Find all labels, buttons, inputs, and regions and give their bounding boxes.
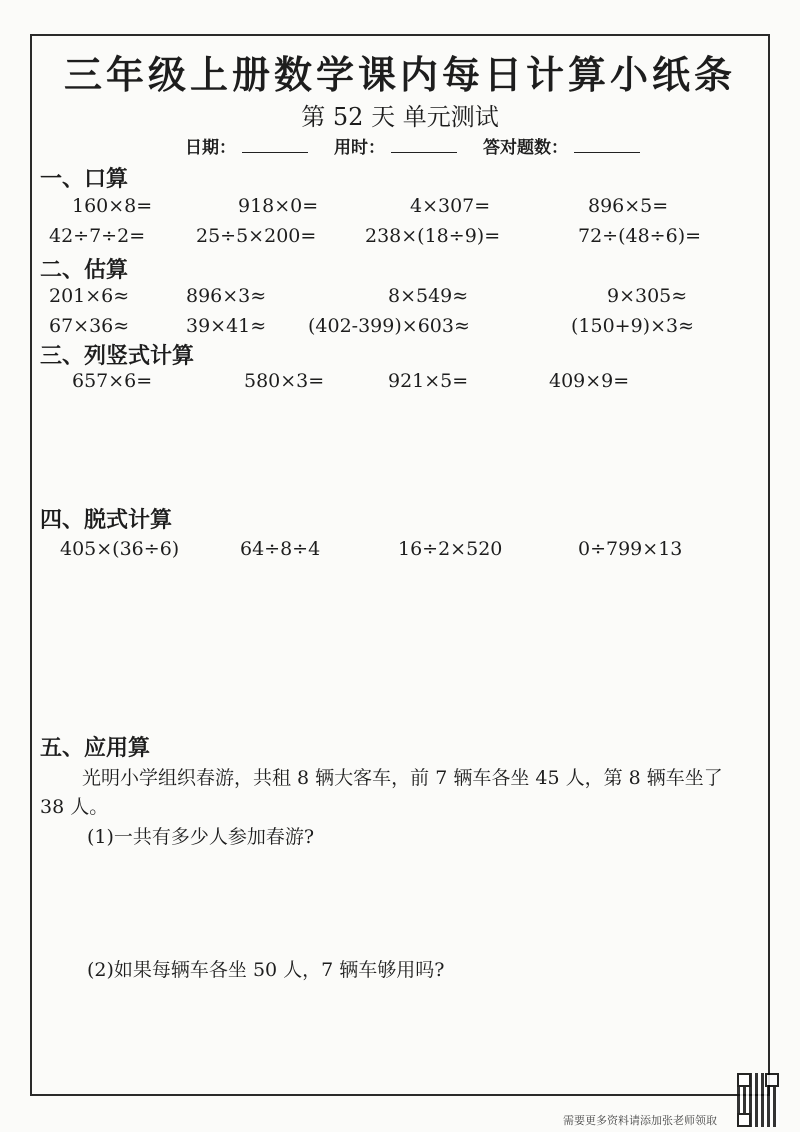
qr-corner bbox=[765, 1073, 779, 1087]
expression: 67×36≈ bbox=[49, 315, 130, 337]
page-title: 三年级上册数学课内每日计算小纸条 bbox=[63, 53, 736, 97]
expression: 201×6≈ bbox=[49, 285, 130, 307]
qr-corner bbox=[737, 1113, 751, 1127]
expression: 4×307= bbox=[410, 195, 491, 217]
problem-text-line1: 光明小学组织春游，共租 8 辆大客车，前 7 辆车各坐 45 人，第 8 辆车坐了 bbox=[82, 767, 723, 789]
expression: 25÷5×200= bbox=[196, 225, 317, 247]
expression: 39×41≈ bbox=[186, 315, 267, 337]
expression: 16÷2×520 bbox=[398, 538, 503, 560]
page-subtitle: 第 52 天 单元测试 bbox=[301, 103, 499, 131]
expression: 160×8= bbox=[72, 195, 153, 217]
question-1: (1)一共有多少人参加春游? bbox=[87, 826, 315, 848]
expression: 9×305≈ bbox=[607, 285, 688, 307]
time-label: 用时： bbox=[334, 138, 385, 158]
qr-code-icon bbox=[737, 1073, 779, 1127]
expression: 896×5= bbox=[588, 195, 669, 217]
time-blank[interactable] bbox=[391, 138, 457, 153]
question-2: (2)如果每辆车各坐 50 人，7 辆车够用吗? bbox=[87, 959, 445, 981]
section-title-application: 五、应用算 bbox=[40, 736, 151, 761]
section-title-estimate: 二、估算 bbox=[40, 258, 129, 283]
expression: 8×549≈ bbox=[388, 285, 469, 307]
section-title-stepwise: 四、脱式计算 bbox=[40, 508, 173, 533]
expression: 657×6= bbox=[72, 370, 153, 392]
problem-text-line2: 38 人。 bbox=[40, 796, 109, 818]
score-label: 答对题数： bbox=[483, 138, 568, 158]
expression: 580×3= bbox=[244, 370, 325, 392]
expression: 42÷7÷2= bbox=[49, 225, 146, 247]
expression: 896×3≈ bbox=[186, 285, 267, 307]
qr-corner bbox=[737, 1073, 751, 1087]
date-label: 日期： bbox=[185, 138, 236, 158]
expression: 405×(36÷6) bbox=[60, 538, 180, 560]
expression: 409×9= bbox=[549, 370, 630, 392]
section-title-oral: 一、口算 bbox=[40, 167, 129, 192]
expression: 918×0= bbox=[238, 195, 319, 217]
footer-note: 需要更多资料请添加张老师领取 bbox=[563, 1114, 717, 1127]
date-blank[interactable] bbox=[242, 138, 308, 153]
expression: (402-399)×603≈ bbox=[308, 315, 470, 337]
expression: (150+9)×3≈ bbox=[571, 315, 695, 337]
expression: 238×(18÷9)= bbox=[365, 225, 501, 247]
expression: 64÷8÷4 bbox=[240, 538, 321, 560]
section-title-vertical: 三、列竖式计算 bbox=[40, 344, 195, 369]
page-border bbox=[30, 34, 770, 1096]
meta-fields bbox=[185, 133, 666, 158]
expression: 921×5= bbox=[388, 370, 469, 392]
expression: 72÷(48÷6)= bbox=[578, 225, 702, 247]
expression: 0÷799×13 bbox=[578, 538, 683, 560]
score-blank[interactable] bbox=[574, 138, 640, 153]
